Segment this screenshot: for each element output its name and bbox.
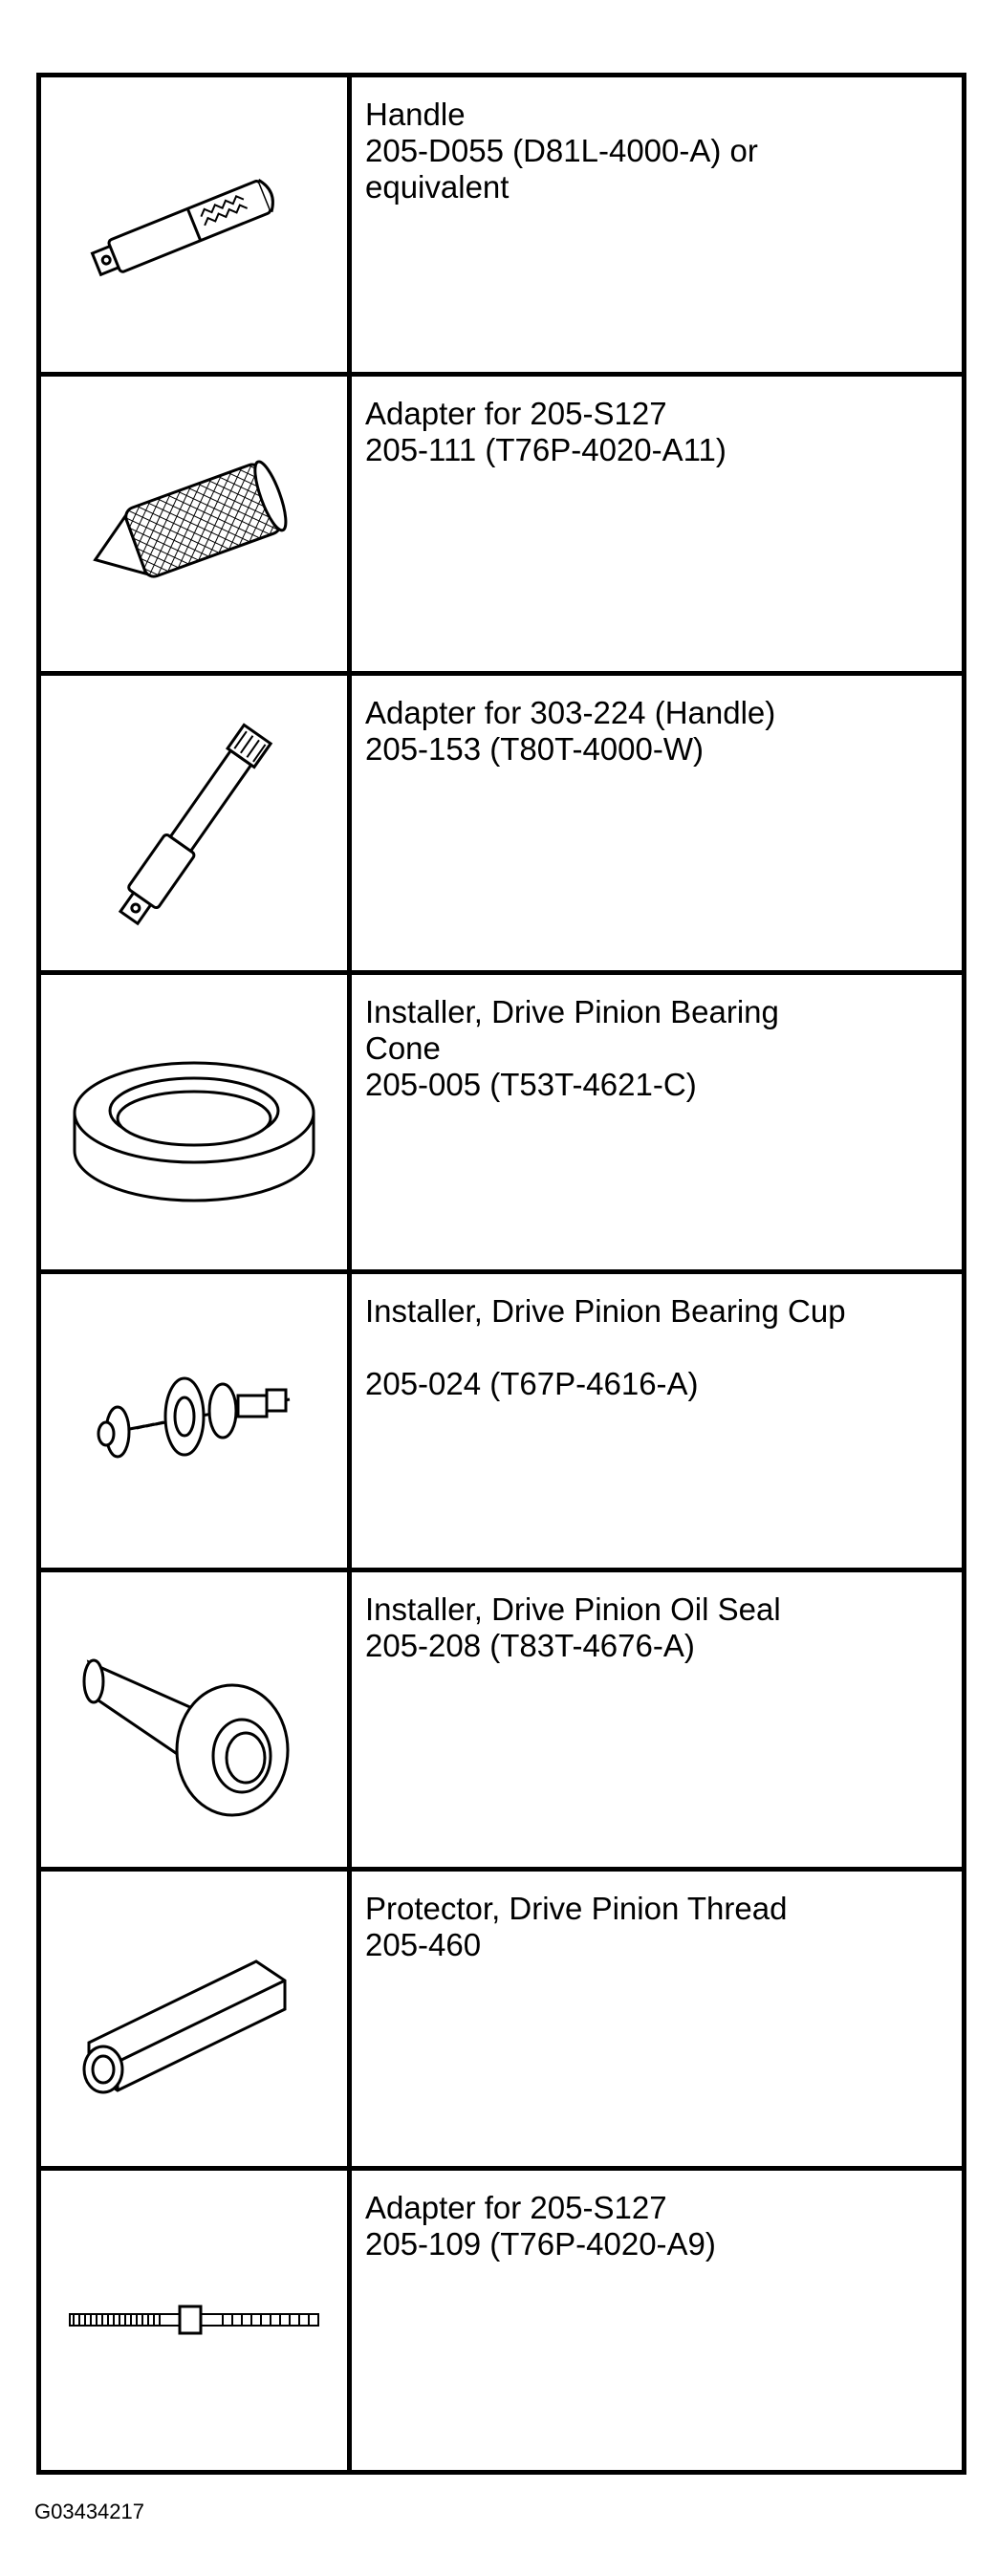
tool-image-cell bbox=[41, 2171, 352, 2470]
tool-description bbox=[352, 1872, 962, 2171]
tool-image-cell bbox=[41, 1274, 352, 1573]
tool-number-line: 205-153 (T80T-4000-W) bbox=[365, 730, 704, 767]
bearing-cup-installer-icon bbox=[51, 1277, 337, 1564]
tool-number-line: 205-005 (T53T-4621-C) bbox=[365, 1066, 697, 1102]
tool-description bbox=[352, 676, 962, 975]
tool-image-cell bbox=[41, 1872, 352, 2171]
tool-number-line: 205-460 bbox=[365, 1927, 482, 1963]
tool-number-line: 205-109 (T76P-4020-A9) bbox=[365, 2226, 716, 2262]
tool-image-cell bbox=[41, 377, 352, 676]
knurled-adapter-icon bbox=[51, 380, 337, 667]
threaded-rod-adapter-icon bbox=[51, 2177, 337, 2464]
tool-description bbox=[352, 2171, 962, 2470]
figure-id: G03434217 bbox=[34, 2500, 144, 2523]
thread-protector-icon bbox=[51, 1875, 337, 2162]
handle-adapter-icon bbox=[51, 680, 337, 966]
tool-image-cell bbox=[41, 975, 352, 1274]
tool-number-line: 205-208 (T83T-4676-A) bbox=[365, 1628, 695, 1664]
tool-name-line: Handle bbox=[365, 97, 466, 132]
oil-seal-installer-icon bbox=[51, 1576, 337, 1863]
tool-name-line: Adapter for 205-S127 bbox=[365, 395, 667, 431]
tool-name-line: Installer, Drive Pinion Bearing Cup bbox=[365, 1292, 846, 1329]
tool-name-line: Installer, Drive Pinion Oil Seal bbox=[365, 1591, 781, 1628]
handle-tool-icon bbox=[51, 81, 337, 368]
bearing-cone-installer-icon bbox=[51, 979, 337, 1266]
tool-description bbox=[352, 377, 962, 676]
tool-name-line: Installer, Drive Pinion Bearing bbox=[365, 993, 779, 1029]
blank-line bbox=[365, 1330, 962, 1366]
tool-number-line: 205-024 (T67P-4616-A) bbox=[365, 1365, 699, 1401]
tool-description bbox=[352, 1274, 962, 1573]
tool-number-line: 205-D055 (D81L-4000-A) or bbox=[365, 133, 758, 168]
special-tools-table bbox=[36, 73, 966, 2475]
tool-image-cell bbox=[41, 676, 352, 975]
tool-name-line: Adapter for 205-S127 bbox=[365, 2190, 667, 2226]
tool-description bbox=[352, 77, 962, 377]
tool-image-cell bbox=[41, 1572, 352, 1872]
tool-name-line-2: Cone bbox=[365, 1029, 441, 1066]
tool-number-line: 205-111 (T76P-4020-A11) bbox=[365, 431, 727, 467]
tool-name-line: Protector, Drive Pinion Thread bbox=[365, 1891, 788, 1927]
tool-image-cell bbox=[41, 77, 352, 377]
tool-description bbox=[352, 1572, 962, 1872]
tool-note-line: equivalent bbox=[365, 169, 510, 205]
tool-description bbox=[352, 975, 962, 1274]
tool-name-line: Adapter for 303-224 (Handle) bbox=[365, 694, 776, 730]
